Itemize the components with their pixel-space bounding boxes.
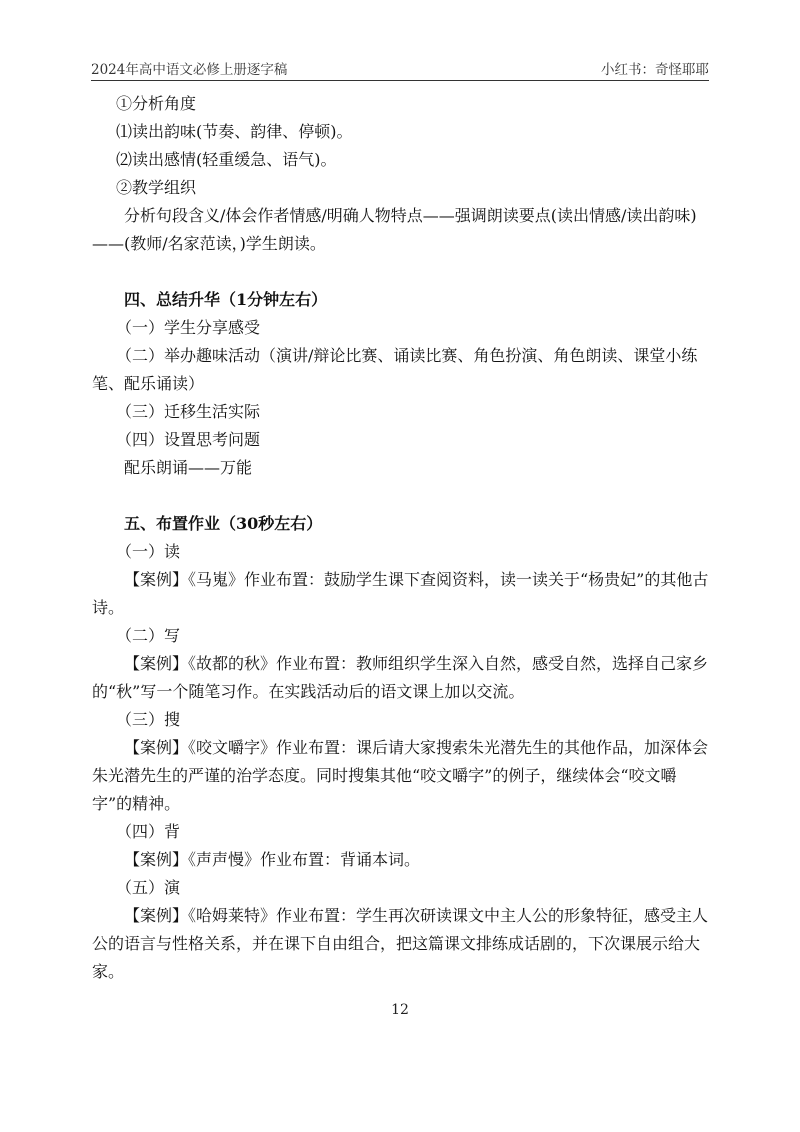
section-heading-summary: 四、总结升华（1分钟左右） xyxy=(124,290,328,309)
paragraph-case-autumn: 【案例】《故都的秋》作业布置：教师组织学生深入自然，感受自然，选择自己家乡的“秋”写一个随笔习作。在实践活动后的语文课上加以交流。 xyxy=(92,654,709,701)
list-item-fun-activities: （二）举办趣味活动（演讲/辩论比赛、诵读比赛、角色扮演、角色朗读、课堂小练笔、配乐诵读） xyxy=(92,346,698,393)
list-item-act: （五）演 xyxy=(116,878,181,897)
header-document-title: 2024年高中语文必修上册逐字稿 xyxy=(91,62,288,78)
paragraph-case-hamlet: 【案例】《哈姆莱特》作业布置：学生再次研读课文中主人公的形象特征，感受主人公的语言与性格关系，并在课下自由组合，把这篇课文排练成话剧的，下次课展示给大家。 xyxy=(92,906,709,981)
list-item-thinking-questions: （四）设置思考问题 xyxy=(116,430,261,449)
section-heading-homework: 五、布置作业（30秒左右） xyxy=(124,514,323,533)
paragraph-case-yaowenjiaozi: 【案例】《咬文嚼字》作业布置：课后请大家搜索朱光潜先生的其他作品，加深体会朱光潜先生的严谨的治学态度。同时搜集其他“咬文嚼字”的例子，继续体会“咬文嚼字”的精神。 xyxy=(92,738,709,813)
list-item-write: （二）写 xyxy=(116,626,181,645)
paragraph-teaching-organization: ②教学组织 xyxy=(116,178,197,197)
paragraph-case-mawei: 【案例】《马嵬》作业布置：鼓励学生课下查阅资料，读一读关于“杨贵妃”的其他古诗。 xyxy=(92,570,709,617)
paragraph-read-rhythm: ⑴读出韵味(节奏、韵律、停顿)。 xyxy=(116,122,353,141)
list-item-life-connection: （三）迁移生活实际 xyxy=(116,402,261,421)
list-item-search: （三）搜 xyxy=(116,710,181,729)
header-author: 小红书：奇怪耶耶 xyxy=(601,62,709,78)
paragraph-music-recitation: 配乐朗诵——万能 xyxy=(124,458,253,477)
page-header xyxy=(91,58,709,81)
page-number: 12 xyxy=(391,1002,409,1018)
list-item-recite: （四）背 xyxy=(116,822,181,841)
paragraph-read-emotion: ⑵读出感情(轻重缓急、语气)。 xyxy=(116,150,337,169)
page-content xyxy=(92,90,712,986)
paragraph-reading-steps: 分析句段含义/体会作者情感/明确人物特点——强调朗读要点(读出情感/读出韵味)——(教师/名家范读，)学生朗读。 xyxy=(92,206,697,253)
list-item-share-feelings: （一）学生分享感受 xyxy=(116,318,261,337)
paragraph-analysis-angle: ①分析角度 xyxy=(116,94,197,113)
paragraph-case-shengshengman: 【案例】《声声慢》作业布置：背诵本词。 xyxy=(124,850,421,869)
list-item-read: （一）读 xyxy=(116,542,181,561)
